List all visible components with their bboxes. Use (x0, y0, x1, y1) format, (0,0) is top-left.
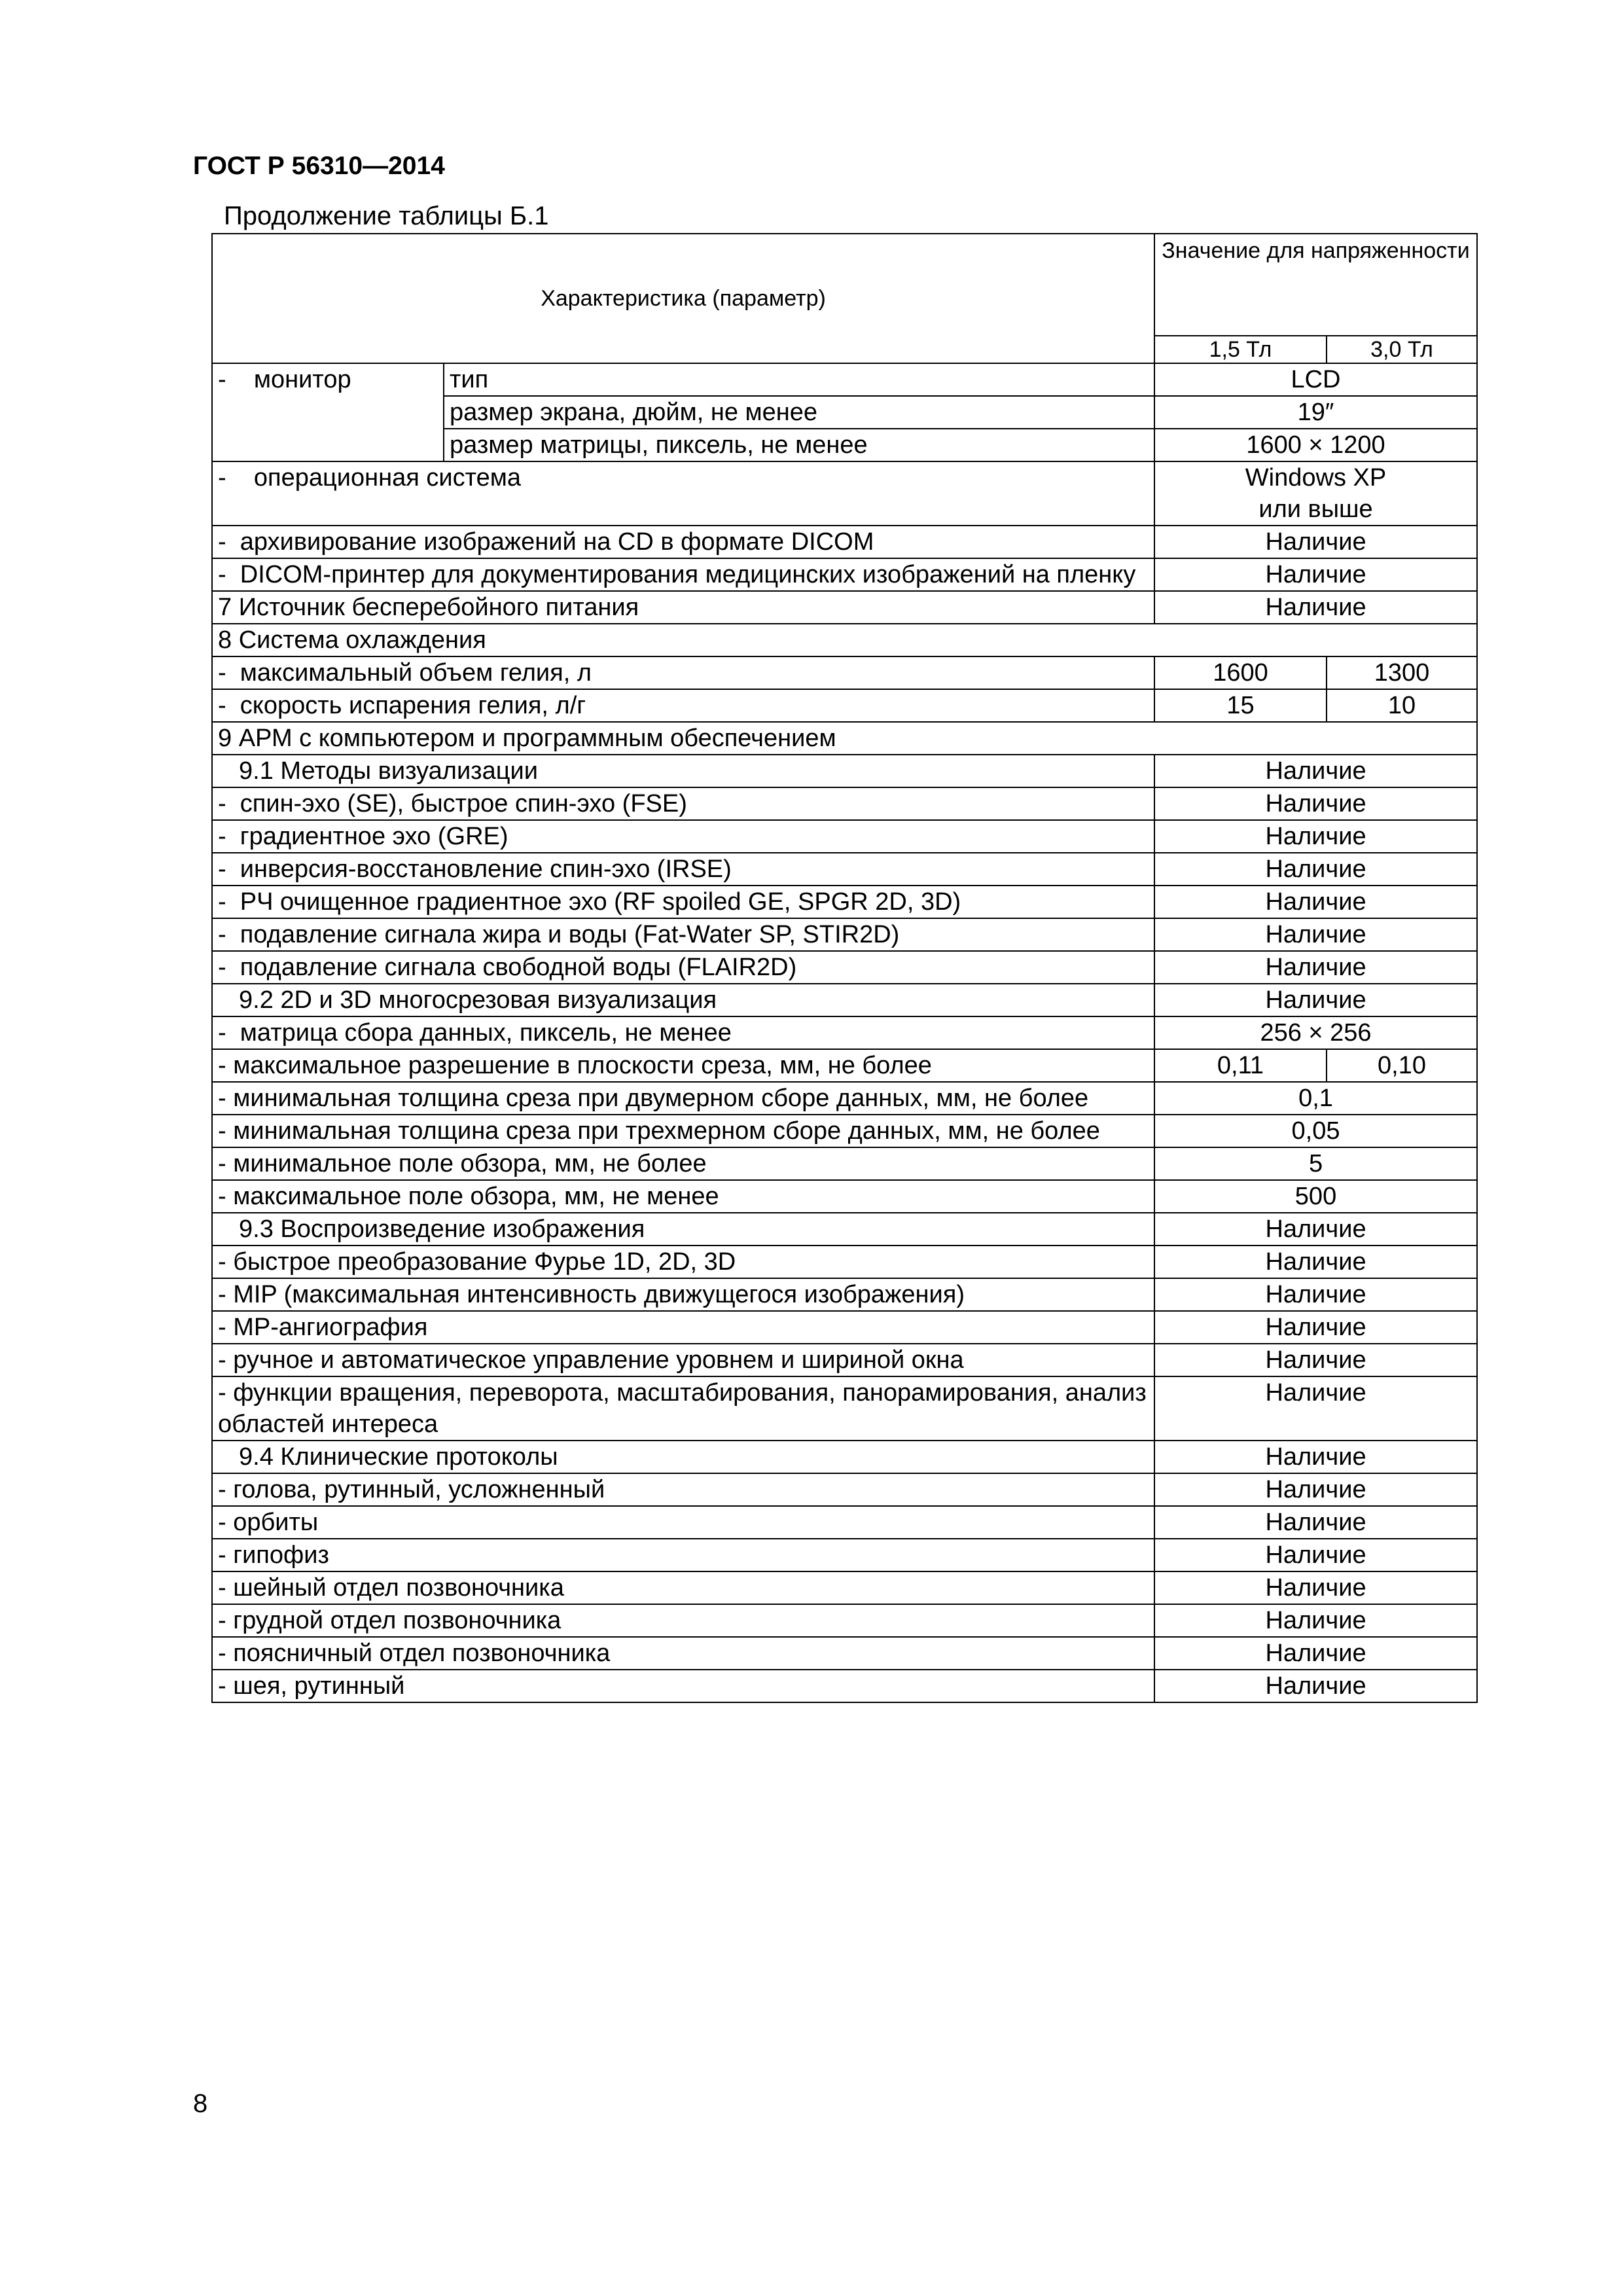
value-cell: Наличие (1154, 787, 1477, 820)
param-cell: - подавление сигнала свободной воды (FLAIR2D) (212, 951, 1154, 984)
table-row (212, 1213, 1477, 1246)
table-row (212, 1115, 1477, 1147)
table-row (212, 918, 1477, 951)
value-1-5t: 0,11 (1154, 1049, 1327, 1082)
value-cell: 19″ (1154, 396, 1477, 429)
table-row (212, 1246, 1477, 1278)
param-cell: - минимальная толщина среза при трехмерном сборе данных, мм, не более (212, 1115, 1154, 1147)
value-cell: Наличие (1154, 951, 1477, 984)
param-cell: - быстрое преобразование Фурье 1D, 2D, 3D (212, 1246, 1154, 1278)
value-cell: Наличие (1154, 984, 1477, 1016)
subsection-heading: 9.4 Клинические протоколы (212, 1441, 1154, 1473)
document-id: ГОСТ Р 56310—2014 (193, 152, 445, 180)
value-cell: LCD (1154, 363, 1477, 396)
value-cell: Наличие (1154, 1670, 1477, 1702)
param-cell: - голова, рутинный, усложненный (212, 1473, 1154, 1506)
header-3-0t: 3,0 Тл (1327, 336, 1477, 363)
param-cell: - матрица сбора данных, пиксель, не менее (212, 1016, 1154, 1049)
param-cell: - максимальный объем гелия, л (212, 656, 1154, 689)
table-caption: Продолжение таблицы Б.1 (224, 202, 549, 230)
table-row (212, 853, 1477, 886)
value-3-0t: 1300 (1327, 656, 1477, 689)
param-cell: - спин-эхо (SE), быстрое спин-эхо (FSE) (212, 787, 1154, 820)
value-cell: 1600 × 1200 (1154, 429, 1477, 461)
table-row (212, 526, 1477, 558)
table-row (212, 1082, 1477, 1115)
param-cell: - DICOM-принтер для документирования медицинских изображений на пленку (212, 558, 1154, 591)
param-cell: размер экрана, дюйм, не менее (444, 396, 1154, 429)
param-cell: - максимальное поле обзора, мм, не менее (212, 1180, 1154, 1213)
table-row (212, 755, 1477, 787)
table-header-row (212, 234, 1477, 336)
table-row (212, 1049, 1477, 1082)
table-row (212, 1278, 1477, 1311)
table-row (212, 1637, 1477, 1670)
table-row (212, 591, 1477, 624)
value-cell: Наличие (1154, 1376, 1477, 1441)
value-cell: Наличие (1154, 1604, 1477, 1637)
value-cell: 5 (1154, 1147, 1477, 1180)
value-cell: Наличие (1154, 1344, 1477, 1376)
value-cell: Наличие (1154, 1539, 1477, 1571)
param-cell: - функции вращения, переворота, масштабирования, панорамирования, анализ областей интереса (212, 1376, 1154, 1441)
param-cell: - орбиты (212, 1506, 1154, 1539)
param-cell: - архивирование изображений на CD в формате DICOM (212, 526, 1154, 558)
value-cell: Наличие (1154, 1441, 1477, 1473)
spec-table (211, 233, 1478, 1703)
param-cell: - подавление сигнала жира и воды (Fat-Water SP, STIR2D) (212, 918, 1154, 951)
param-cell: - МР-ангиография (212, 1311, 1154, 1344)
value-cell: Наличие (1154, 1213, 1477, 1246)
param-cell: - максимальное разрешение в плоскости среза, мм, не более (212, 1049, 1154, 1082)
table-row (212, 1473, 1477, 1506)
table-row (212, 820, 1477, 853)
value-cell: 500 (1154, 1180, 1477, 1213)
param-cell: - поясничный отдел позвоночника (212, 1637, 1154, 1670)
subsection-heading: 9.1 Методы визуализации (212, 755, 1154, 787)
value-3-0t: 10 (1327, 689, 1477, 722)
spec-table-body (212, 234, 1477, 1702)
param-cell: - минимальная толщина среза при двумерном сборе данных, мм, не более (212, 1082, 1154, 1115)
header-1-5t: 1,5 Тл (1154, 336, 1327, 363)
param-cell: - шейный отдел позвоночника (212, 1571, 1154, 1604)
table-row (212, 886, 1477, 918)
value-cell: Наличие (1154, 1246, 1477, 1278)
param-cell: - РЧ очищенное градиентное эхо (RF spoiled GE, SPGR 2D, 3D) (212, 886, 1154, 918)
subsection-heading: 9.3 Воспроизведение изображения (212, 1213, 1154, 1246)
param-cell: - гипофиз (212, 1539, 1154, 1571)
table-row (212, 1344, 1477, 1376)
value-cell: Наличие (1154, 591, 1477, 624)
value-cell: Наличие (1154, 526, 1477, 558)
table-row (212, 461, 1477, 526)
table-row (212, 624, 1477, 656)
table-row (212, 1311, 1477, 1344)
value-cell: 256 × 256 (1154, 1016, 1477, 1049)
table-row (212, 951, 1477, 984)
value-cell: Windows XP или выше (1154, 461, 1477, 526)
value-cell: Наличие (1154, 1571, 1477, 1604)
value-cell: Наличие (1154, 755, 1477, 787)
table-row (212, 656, 1477, 689)
value-cell: Наличие (1154, 918, 1477, 951)
table-row (212, 1506, 1477, 1539)
param-cell: - минимальное поле обзора, мм, не более (212, 1147, 1154, 1180)
table-row (212, 1016, 1477, 1049)
value-cell: Наличие (1154, 820, 1477, 853)
section-heading: 8 Система охлаждения (212, 624, 1477, 656)
value-cell: Наличие (1154, 558, 1477, 591)
header-value: Значение для напряженности (1154, 234, 1477, 336)
value-cell: Наличие (1154, 1637, 1477, 1670)
table-row (212, 1604, 1477, 1637)
param-cell: - грудной отдел позвоночника (212, 1604, 1154, 1637)
header-param: Характеристика (параметр) (212, 234, 1154, 363)
table-row (212, 1571, 1477, 1604)
param-cell: - операционная система (212, 461, 1154, 526)
value-cell: 0,05 (1154, 1115, 1477, 1147)
table-row (212, 984, 1477, 1016)
param-cell: размер матрицы, пиксель, не менее (444, 429, 1154, 461)
table-row (212, 1539, 1477, 1571)
value-cell: Наличие (1154, 853, 1477, 886)
value-cell: Наличие (1154, 1311, 1477, 1344)
value-cell: Наличие (1154, 1278, 1477, 1311)
subsection-heading: 9.2 2D и 3D многосрезовая визуализация (212, 984, 1154, 1016)
param-cell: 7 Источник бесперебойного питания (212, 591, 1154, 624)
table-row (212, 558, 1477, 591)
value-1-5t: 15 (1154, 689, 1327, 722)
value-cell: 0,1 (1154, 1082, 1477, 1115)
param-cell: - шея, рутинный (212, 1670, 1154, 1702)
param-cell: тип (444, 363, 1154, 396)
param-cell: - ручное и автоматическое управление уровнем и шириной окна (212, 1344, 1154, 1376)
section-heading: 9 АРМ с компьютером и программным обеспечением (212, 722, 1477, 755)
value-3-0t: 0,10 (1327, 1049, 1477, 1082)
table-row (212, 1180, 1477, 1213)
table-row (212, 1441, 1477, 1473)
param-cell: - градиентное эхо (GRE) (212, 820, 1154, 853)
monitor-label: - монитор (212, 363, 444, 461)
table-row (212, 722, 1477, 755)
param-cell: - MIP (максимальная интенсивность движущегося изображения) (212, 1278, 1154, 1311)
table-row (212, 787, 1477, 820)
page-number: 8 (193, 2089, 208, 2118)
value-cell: Наличие (1154, 1506, 1477, 1539)
table-row (212, 1147, 1477, 1180)
table-row (212, 1670, 1477, 1702)
param-cell: - скорость испарения гелия, л/г (212, 689, 1154, 722)
table-row (212, 1376, 1477, 1441)
value-cell: Наличие (1154, 886, 1477, 918)
value-1-5t: 1600 (1154, 656, 1327, 689)
table-row (212, 689, 1477, 722)
value-cell: Наличие (1154, 1473, 1477, 1506)
param-cell: - инверсия-восстановление спин-эхо (IRSE) (212, 853, 1154, 886)
table-row (212, 363, 1477, 396)
